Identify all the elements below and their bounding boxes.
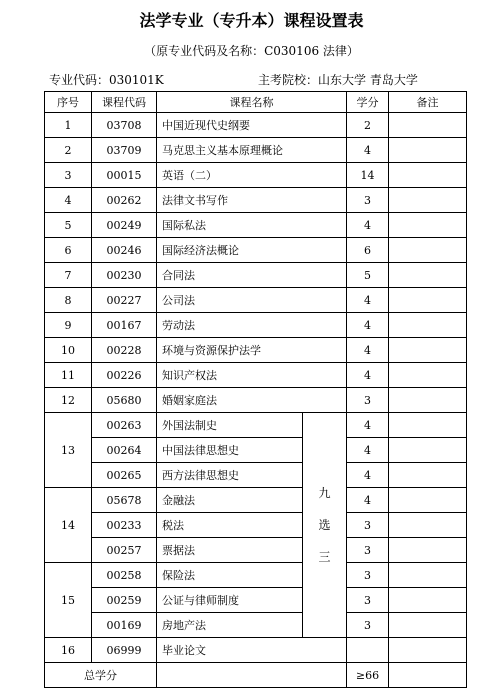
course-remark — [389, 138, 467, 163]
course-remark — [389, 638, 467, 663]
course-name: 合同法 — [157, 263, 347, 288]
major-code: 专业代码：030101K — [49, 73, 164, 87]
course-remark — [389, 513, 467, 538]
course-code: 03709 — [92, 138, 157, 163]
course-name: 环境与资源保护法学 — [157, 338, 347, 363]
table-row — [45, 438, 467, 463]
table-row — [45, 163, 467, 188]
course-code: 00167 — [92, 313, 157, 338]
course-code: 00233 — [92, 513, 157, 538]
elective-note-char: 选 — [318, 518, 331, 532]
table-row — [45, 238, 467, 263]
course-code: 00249 — [92, 213, 157, 238]
table-row — [45, 638, 467, 663]
course-name: 法律文书写作 — [157, 188, 347, 213]
table-row — [45, 588, 467, 613]
course-no: 8 — [45, 288, 92, 313]
header-credit: 学分 — [347, 92, 389, 113]
course-remark — [389, 313, 467, 338]
table-header-row — [45, 92, 467, 113]
course-code: 00264 — [92, 438, 157, 463]
course-name: 毕业论文 — [157, 638, 347, 663]
course-code: 00169 — [92, 613, 157, 638]
course-credit: 3 — [347, 613, 389, 638]
course-name: 金融法 — [157, 488, 303, 513]
header-code: 课程代码 — [92, 92, 157, 113]
elective-note-char: 三 — [318, 550, 331, 564]
course-table — [44, 91, 467, 688]
header-name: 课程名称 — [157, 92, 347, 113]
course-no: 9 — [45, 313, 92, 338]
table-row — [45, 188, 467, 213]
course-code: 00230 — [92, 263, 157, 288]
course-no: 10 — [45, 338, 92, 363]
course-no: 1 — [45, 113, 92, 138]
course-credit: 3 — [347, 188, 389, 213]
total-remark — [389, 663, 467, 688]
course-credit: 14 — [347, 163, 389, 188]
course-name: 保险法 — [157, 563, 303, 588]
course-code: 00226 — [92, 363, 157, 388]
table-row — [45, 488, 467, 513]
course-credit: 2 — [347, 113, 389, 138]
course-code: 06999 — [92, 638, 157, 663]
course-credit: 4 — [347, 488, 389, 513]
table-row — [45, 338, 467, 363]
course-name: 公司法 — [157, 288, 347, 313]
course-code: 00265 — [92, 463, 157, 488]
elective-group-no: 15 — [45, 563, 92, 638]
course-no: 11 — [45, 363, 92, 388]
course-code: 03708 — [92, 113, 157, 138]
course-remark — [389, 188, 467, 213]
table-row — [45, 563, 467, 588]
course-credit: 3 — [347, 388, 389, 413]
course-remark — [389, 238, 467, 263]
table-row — [45, 413, 467, 438]
course-credit: 5 — [347, 263, 389, 288]
table-row — [45, 538, 467, 563]
course-name: 公证与律师制度 — [157, 588, 303, 613]
course-remark — [389, 163, 467, 188]
course-remark — [389, 538, 467, 563]
course-credit: 4 — [347, 363, 389, 388]
course-name: 国际私法 — [157, 213, 347, 238]
header-remark: 备注 — [389, 92, 467, 113]
table-row — [45, 388, 467, 413]
elective-note — [303, 413, 347, 638]
course-remark — [389, 563, 467, 588]
course-name: 知识产权法 — [157, 363, 347, 388]
course-name: 西方法律思想史 — [157, 463, 303, 488]
subtitle: （原专业代码及名称：C030106 法律） — [144, 44, 359, 58]
course-code: 05680 — [92, 388, 157, 413]
course-credit: 6 — [347, 238, 389, 263]
course-name: 英语（二） — [157, 163, 347, 188]
course-name: 劳动法 — [157, 313, 347, 338]
course-credit: 3 — [347, 588, 389, 613]
course-code: 00228 — [92, 338, 157, 363]
course-no: 16 — [45, 638, 92, 663]
course-name: 税法 — [157, 513, 303, 538]
elective-group-no: 14 — [45, 488, 92, 563]
table-row — [45, 263, 467, 288]
table-row — [45, 613, 467, 638]
course-remark — [389, 213, 467, 238]
total-blank — [157, 663, 347, 688]
course-credit: 4 — [347, 138, 389, 163]
course-remark — [389, 588, 467, 613]
course-no: 12 — [45, 388, 92, 413]
course-remark — [389, 113, 467, 138]
course-code: 00263 — [92, 413, 157, 438]
course-credit: 4 — [347, 288, 389, 313]
course-no: 5 — [45, 213, 92, 238]
course-credit: 3 — [347, 513, 389, 538]
course-no: 4 — [45, 188, 92, 213]
course-name: 婚姻家庭法 — [157, 388, 347, 413]
course-remark — [389, 463, 467, 488]
course-remark — [389, 288, 467, 313]
course-name: 房地产法 — [157, 613, 303, 638]
elective-note-char: 九 — [318, 486, 331, 500]
header-no: 序号 — [45, 92, 92, 113]
course-name: 外国法制史 — [157, 413, 303, 438]
course-code: 00262 — [92, 188, 157, 213]
course-credit: 4 — [347, 438, 389, 463]
course-remark — [389, 338, 467, 363]
course-remark — [389, 438, 467, 463]
course-credit: 4 — [347, 313, 389, 338]
total-credit: ≥66 — [347, 663, 389, 688]
course-credit: 4 — [347, 213, 389, 238]
course-code: 00257 — [92, 538, 157, 563]
table-row — [45, 288, 467, 313]
course-name: 中国法律思想史 — [157, 438, 303, 463]
course-name: 中国近现代史纲要 — [157, 113, 347, 138]
exam-schools: 主考院校：山东大学 青岛大学 — [258, 73, 418, 87]
course-code: 00227 — [92, 288, 157, 313]
table-row — [45, 513, 467, 538]
course-no: 2 — [45, 138, 92, 163]
course-remark — [389, 363, 467, 388]
course-code: 00015 — [92, 163, 157, 188]
course-name: 马克思主义基本原理概论 — [157, 138, 347, 163]
course-remark — [389, 413, 467, 438]
course-credit: 3 — [347, 563, 389, 588]
course-remark — [389, 613, 467, 638]
table-row — [45, 363, 467, 388]
course-remark — [389, 263, 467, 288]
course-credit: 3 — [347, 538, 389, 563]
total-label: 总学分 — [45, 663, 157, 688]
course-code: 00258 — [92, 563, 157, 588]
course-no: 7 — [45, 263, 92, 288]
course-remark — [389, 388, 467, 413]
course-no: 6 — [45, 238, 92, 263]
course-credit: 4 — [347, 413, 389, 438]
course-credit: 4 — [347, 338, 389, 363]
course-no: 3 — [45, 163, 92, 188]
page-title: 法学专业（专升本）课程设置表 — [139, 11, 364, 30]
table-row — [45, 138, 467, 163]
total-row — [45, 663, 467, 688]
course-code: 05678 — [92, 488, 157, 513]
elective-group-no: 13 — [45, 413, 92, 488]
course-credit: 4 — [347, 463, 389, 488]
table-row — [45, 113, 467, 138]
table-row — [45, 313, 467, 338]
table-row — [45, 463, 467, 488]
course-code: 00259 — [92, 588, 157, 613]
course-credit — [347, 638, 389, 663]
table-row — [45, 213, 467, 238]
course-name: 国际经济法概论 — [157, 238, 347, 263]
course-name: 票据法 — [157, 538, 303, 563]
course-remark — [389, 488, 467, 513]
course-code: 00246 — [92, 238, 157, 263]
